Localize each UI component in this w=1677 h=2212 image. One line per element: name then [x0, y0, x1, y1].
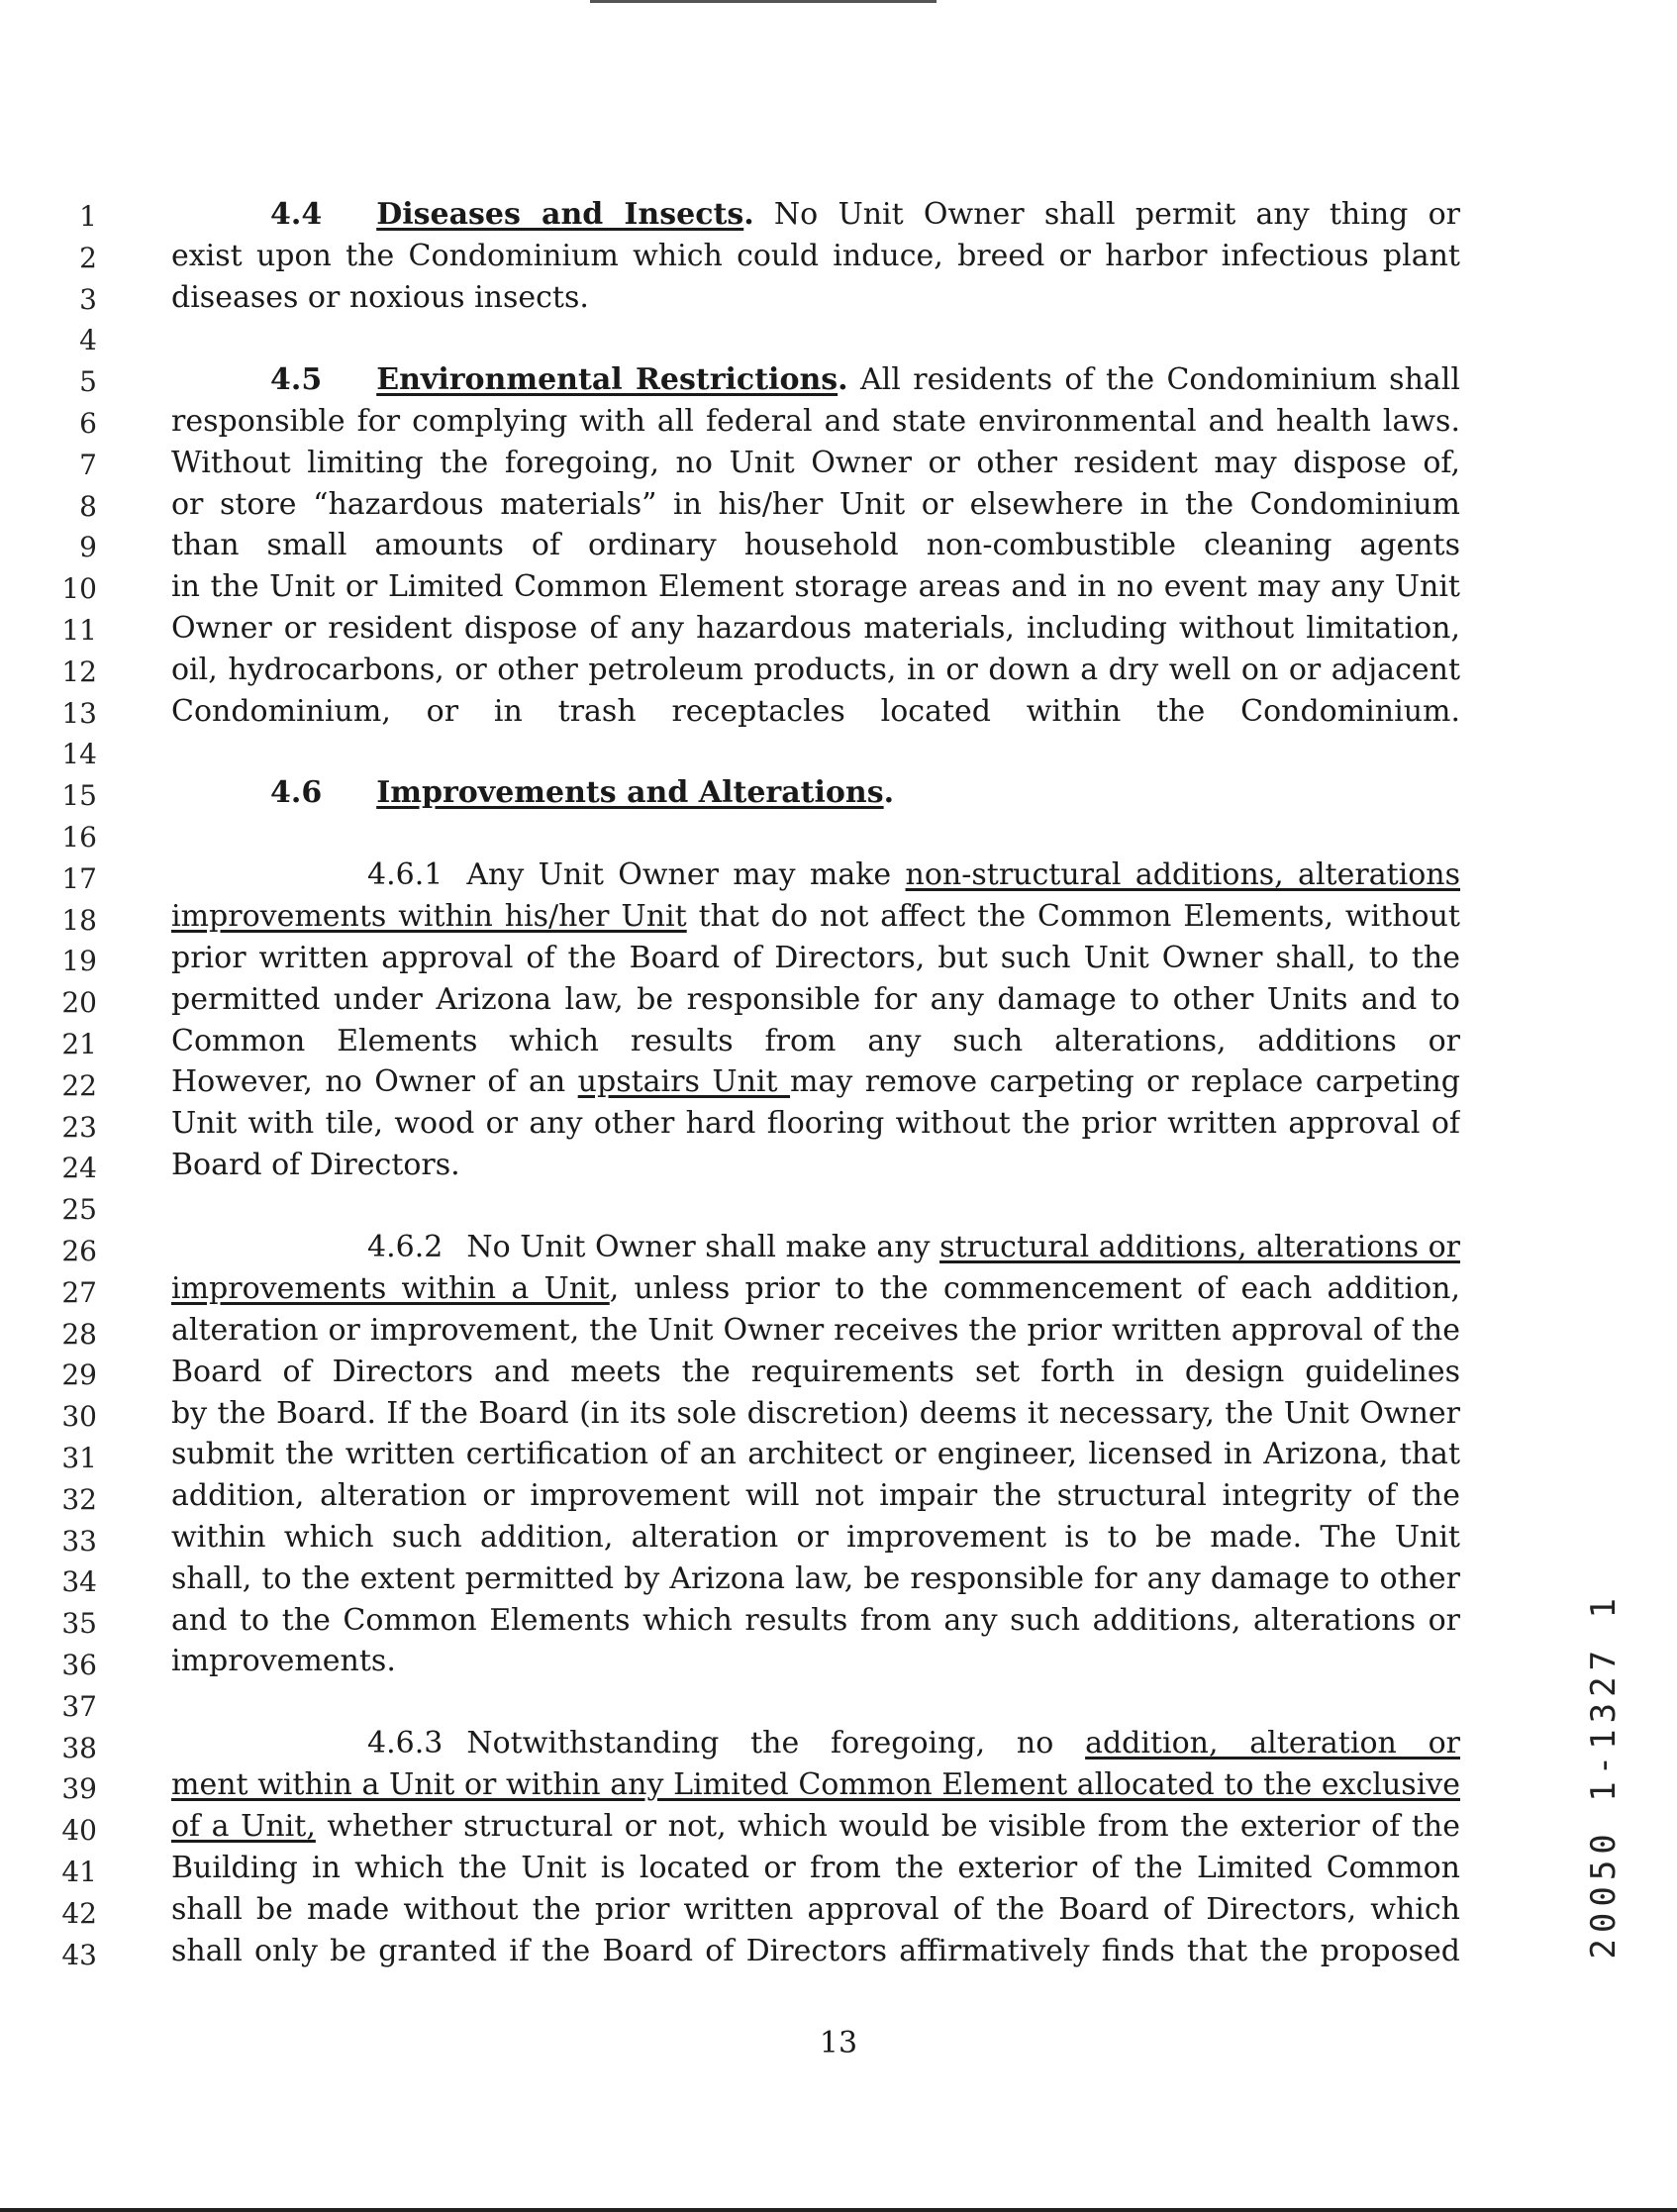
line-number: 24: [61, 1152, 97, 1185]
body-text-line: addition, alteration or improvement will not impair the structural integrity of the: [171, 1479, 1460, 1514]
section-number-4-6-2: 4.6.2: [367, 1231, 444, 1264]
heading-diseases-and-insects: Diseases and Insects: [376, 198, 744, 232]
section-number-4-6-3: 4.6.3: [367, 1727, 444, 1760]
line-number: 39: [61, 1772, 97, 1806]
heading-4-6-line: 4.6 Improvements and Alterations.: [270, 775, 895, 810]
paragraph-4-6-2-line-2: improvements within a Unit, unless prior to the commencement of each addition,: [171, 1272, 1460, 1306]
line-number: 41: [61, 1856, 97, 1888]
paragraph-4-6-3-line-2: ment within a Unit or within any Limited Common Element allocated to the exclusive: [171, 1768, 1460, 1802]
body-text-line: in the Unit or Limited Common Element storage areas and in no event may any Unit: [171, 570, 1460, 605]
line-number: 18: [61, 903, 97, 937]
line-number: 27: [61, 1275, 97, 1309]
body-text-line: shall be made without the prior written approval of the Board of Directors, which: [171, 1892, 1460, 1927]
page-number: 13: [819, 2026, 858, 2061]
body-text-line: shall only be granted if the Board of Directors affirmatively finds that the proposed: [171, 1934, 1460, 1968]
paragraph-4-6-1-line-6: However, no Owner of an upstairs Unit may remove carpeting or replace carpeting: [171, 1065, 1460, 1099]
line-number: 35: [61, 1607, 97, 1641]
line-number: 43: [61, 1938, 97, 1971]
line-number: 5: [79, 365, 97, 399]
line-number: 4: [79, 324, 97, 357]
section-number-4-4: 4.4: [270, 198, 323, 232]
paragraph-4-6-2-last-line: improvements.: [171, 1644, 396, 1678]
line-number: 16: [61, 821, 97, 854]
line-number: 9: [79, 531, 97, 564]
line-number: 26: [61, 1235, 97, 1267]
paragraph-4-4-line-2: exist upon the Condominium which could induce, breed or harbor infectious plant: [171, 240, 1460, 273]
line-number: 23: [61, 1110, 97, 1144]
line-number: 38: [61, 1731, 97, 1764]
body-text-line: responsible for complying with all federal and state environmental and health laws.: [171, 405, 1460, 439]
line-number: 7: [79, 448, 97, 481]
paragraph-4-4-line-3: diseases or noxious insects.: [171, 280, 589, 315]
body-text-line: permitted under Arizona law, be responsible for any damage to other Units and to: [171, 982, 1460, 1017]
line-number: 29: [61, 1358, 97, 1392]
line-number: 19: [61, 945, 97, 978]
body-text-line: by the Board. If the Board (in its sole discretion) deems it necessary, the Unit Owner: [171, 1396, 1460, 1431]
body-text-line: Common Elements which results from any such alterations, additions or: [171, 1024, 1460, 1058]
body-text-line: Building in which the Unit is located or from the exterior of the Limited Common: [171, 1852, 1460, 1885]
line-number: 37: [61, 1689, 97, 1723]
line-number: 15: [61, 779, 97, 813]
paragraph-4-4-line-1: 4.4 Diseases and Insects. No Unit Owner shall permit any thing or: [270, 198, 1460, 232]
paragraph-4-6-3-line-3: of a Unit, whether structural or not, which would be visible from the exterior of the: [171, 1810, 1460, 1844]
line-number: 40: [61, 1814, 97, 1848]
line-number: 31: [61, 1442, 97, 1474]
recording-number-stamp: 20050 1-1327 1: [1584, 1592, 1624, 1960]
body-text-line: or store “hazardous materials” in his/her Unit or elsewhere in the Condominium: [171, 487, 1460, 522]
line-number: 25: [61, 1193, 97, 1227]
body-text-line: Without limiting the foregoing, no Unit Owner or other resident may dispose of,: [171, 446, 1460, 480]
line-number: 2: [79, 241, 97, 274]
body-text-line: prior written approval of the Board of Directors, but such Unit Owner shall, to the: [171, 942, 1460, 975]
paragraph-4-5-line-1: 4.5 Environmental Restrictions. All residents of the Condominium shall: [270, 363, 1460, 397]
section-number-4-5: 4.5: [270, 363, 323, 397]
line-number: 30: [61, 1400, 97, 1434]
body-text-line: and to the Common Elements which results from any such additions, alterations or: [171, 1603, 1460, 1638]
paragraph-4-6-1-line-1: 4.6.1 Any Unit Owner may make non-structural additions, alterations: [367, 858, 1460, 892]
paragraph-4-6-1-line-7: Unit with tile, wood or any other hard flooring without the prior written approval of: [171, 1107, 1460, 1141]
line-number: 11: [61, 614, 97, 647]
line-number: 17: [61, 861, 97, 895]
body-text-line: submit the written certification of an architect or engineer, licensed in Arizona, that: [171, 1438, 1460, 1472]
line-number: 21: [61, 1028, 97, 1060]
body-text-line: Board of Directors and meets the requirements set forth in design guidelines: [171, 1355, 1460, 1389]
body-text-line: oil, hydrocarbons, or other petroleum products, in or down a dry well on or adjacent: [171, 653, 1460, 687]
body-text-line: shall, to the extent permitted by Arizona law, be responsible for any damage to other: [171, 1561, 1460, 1596]
line-number: 1: [79, 200, 97, 233]
paragraph-4-6-3-line-1: 4.6.3 Notwithstanding the foregoing, no addition, alteration or: [367, 1727, 1460, 1760]
line-number: 8: [79, 489, 97, 523]
line-number: 32: [61, 1482, 97, 1516]
body-text-line: than small amounts of ordinary household non-combustible cleaning agents: [171, 529, 1460, 563]
line-number: 14: [61, 738, 97, 771]
body-text-line: Owner or resident dispose of any hazardous materials, including without limitation,: [171, 612, 1460, 646]
section-number-4-6: 4.6: [270, 775, 323, 810]
body-text-line: alteration or improvement, the Unit Owner receives the prior written approval of the: [171, 1314, 1460, 1348]
body-text-line: Condominium, or in trash receptacles located within the Condominium.: [171, 694, 1460, 729]
line-number: 33: [61, 1524, 97, 1558]
heading-improvements-and-alterations: Improvements and Alterations: [376, 775, 884, 810]
line-number: 6: [79, 407, 97, 440]
scan-bottom-edge: [0, 2208, 1677, 2212]
scan-top-mark: [590, 0, 937, 3]
heading-environmental-restrictions: Environmental Restrictions: [376, 363, 838, 397]
line-number: 34: [61, 1565, 97, 1599]
line-number: 10: [61, 572, 97, 606]
paragraph-4-6-2-line-1: 4.6.2 No Unit Owner shall make any structural additions, alterations or: [367, 1231, 1460, 1264]
body-text-line: within which such addition, alteration or improvement is to be made. The Unit: [171, 1521, 1460, 1555]
line-number: 13: [61, 696, 97, 730]
line-number: 36: [61, 1649, 97, 1681]
section-number-4-6-1: 4.6.1: [367, 858, 444, 892]
paragraph-4-6-1-line-2: improvements within his/her Unit that do not affect the Common Elements, without: [171, 900, 1460, 934]
line-number: 20: [61, 986, 97, 1020]
line-number: 42: [61, 1896, 97, 1930]
line-number: 28: [61, 1317, 97, 1351]
line-number: 12: [61, 654, 97, 688]
line-number: 3: [79, 282, 97, 316]
line-number: 22: [61, 1068, 97, 1102]
paragraph-4-6-1-line-8: Board of Directors.: [171, 1148, 460, 1182]
